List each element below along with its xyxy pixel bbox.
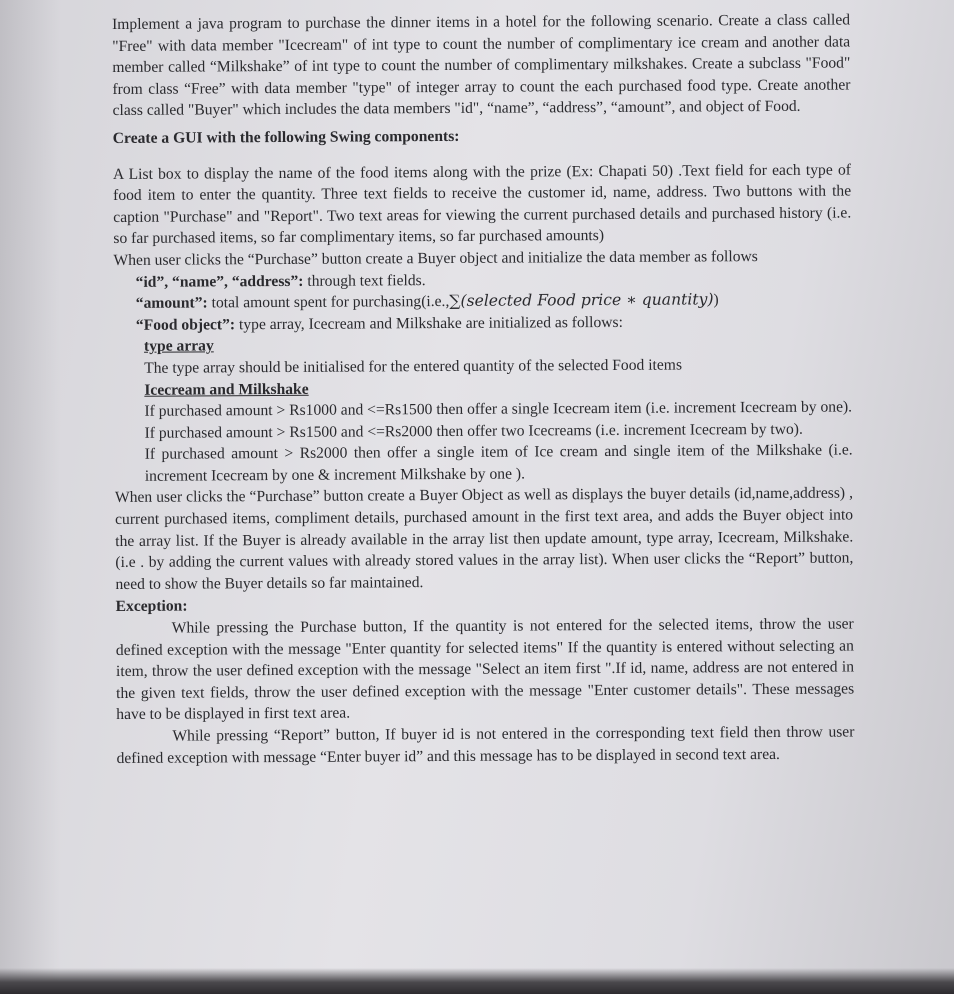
assignment-page bbox=[112, 9, 855, 769]
purchase-report-paragraph: When user clicks the “Purchase” button create a Buyer Object as well as displays the buyer details (id,name,address) , current purchased items, compliment details, purchased amount in the first text area, and adds the Buyer object into the array list. If the Buyer is already available in the array list then update amount, type array, Icecream, Milkshake. (i.e . by adding the current values with already stored values in the array list). When user clicks the “Report” button, need to show the Buyer details so far maintained. bbox=[114, 484, 854, 593]
exception-report-text: While pressing “Report” button, If buyer id is not entered in the corresponding text field then throw user defined exception with message “Enter buyer id” and this message has to be displayed in second text area. bbox=[116, 723, 855, 767]
rule-2: If purchased amount > Rs1500 and <=Rs2000 then offer two Icecreams (i.e. increment Icecream by two). bbox=[144, 420, 803, 442]
type-array-title: type array bbox=[143, 337, 214, 356]
init-list bbox=[114, 267, 852, 336]
purchase-init-paragraph: When user clicks the “Purchase” button create a Buyer object and initialize the data member as follows bbox=[113, 247, 758, 269]
init-food-label: “Food object”: bbox=[135, 315, 236, 334]
init-food-text: type array, Icecream and Milkshake are initialized as follows: bbox=[235, 313, 623, 333]
icecream-milkshake-title: Icecream and Milkshake bbox=[144, 380, 309, 399]
gui-components-paragraph: A List box to display the name of the food items along with the prize (Ex: Chapati 50) .Text field for each type of food item to enter the quantity. Three text fields to receive the customer id, name, address. Two buttons with the caption "Purchase" and "Report". Two text areas for viewing the current purchased details and purchased history (i.e. so far purchased items, so far complimentary items, so far purchased amounts) bbox=[112, 161, 852, 248]
init-id-text: through text fields. bbox=[303, 271, 426, 290]
left-shadow bbox=[0, 0, 60, 994]
init-amount-label: “amount”: bbox=[135, 294, 208, 312]
rule-1: If purchased amount > Rs1000 and <=Rs1500 then offer a single Icecream item (i.e. increment Icecream by one). bbox=[144, 398, 853, 420]
bottom-shadow bbox=[0, 968, 954, 994]
gui-heading: Create a GUI with the following Swing components: bbox=[112, 127, 460, 147]
type-array-section bbox=[114, 332, 853, 488]
type-array-text: The type array should be initialised for the entered quantity of the selected Food items bbox=[144, 356, 683, 377]
exception-title: Exception: bbox=[115, 597, 188, 616]
intro-paragraph: Implement a java program to purchase the dinner items in a hotel for the following scenario. Create a class called "Free" with data member "Icecream" of int type to count the number of complimentary ice cream and another data member called “Milkshake” of int type to count the number of complimentary milkshakes. Create a subclass "Food" from class “Free” with data member "type" of integer array to count the each purchased food type. Create another class called "Buyer" which includes the data members "id", “name”, “address”, “amount”, and object of Food. bbox=[112, 11, 851, 120]
exception-purchase-text: While pressing the Purchase button, If the quantity is not entered for the selected items, throw the user defined exception with the message "Enter quantity for selected items" If the quantity is entered without selecting an item, throw the user defined exception with the message "Select an item first ".If id, name, address are not entered in the given text fields, throw the user defined exception with the message "Enter customer details". These messages have to be displayed in first text area. bbox=[115, 615, 855, 724]
rule-3: If purchased amount > Rs2000 then offer a single item of Ice cream and single item of the Milkshake (i.e. increment Icecream by one & increment Milkshake by one ). bbox=[144, 441, 853, 485]
init-amount-text: total amount spent for purchasing(i.e., bbox=[207, 293, 450, 312]
init-amount-formula: ∑(selected Food price ∗ quantity) bbox=[449, 290, 714, 311]
init-amount-close: ) bbox=[713, 291, 719, 309]
init-id-label: “id”, “name”, “address”: bbox=[135, 272, 304, 291]
